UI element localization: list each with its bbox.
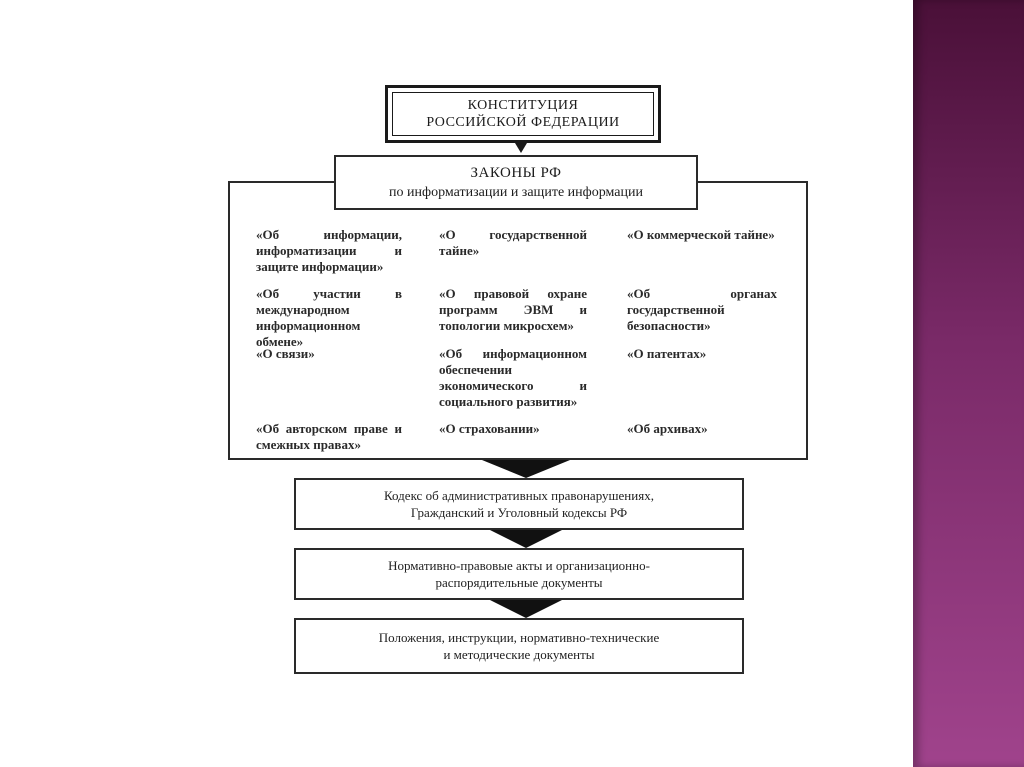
constitution-inner-frame [392,92,654,136]
decorative-side-band [913,0,1024,767]
codes-line-1: Кодекс об административных правонарушениях, [384,488,654,503]
acts-line-1: Нормативно-правовые акты и организационно- [388,558,650,573]
regulations-line-1: Положения, инструкции, нормативно-технические [378,630,660,645]
law-item: «О патентах» [627,346,707,361]
codes-box [294,478,744,530]
law-item: «Об органах государственной безопасности» [627,286,777,333]
acts-box [294,548,744,600]
law-item: «О государственной тайне» [439,227,587,258]
law-item: «О страховании» [439,421,540,436]
law-item: «Об участии в международном информационном обмене» [256,286,402,349]
regulations-line-2: и методические документы [443,647,595,662]
law-item: «О коммерческой тайне» [627,227,775,242]
laws-header-subtitle: по информатизации и защите информации [389,184,643,200]
constitution-box [385,85,661,143]
law-item: «О правовой охране программ ЭВМ и топологии микросхем» [439,286,587,333]
law-item: «Об авторском праве и смежных правах» [256,421,402,452]
acts-line-2: распорядительные документы [435,575,603,590]
codes-line-2: Гражданский и Уголовный кодексы РФ [410,505,628,520]
constitution-line-1: КОНСТИТУЦИЯ [467,98,579,113]
law-item: «Об архивах» [627,421,708,436]
arrow-laws-to-codes [482,460,570,478]
law-item: «Об информационном обеспечении экономического и социального развития» [439,346,587,409]
law-item: «О связи» [256,346,315,361]
regulations-box [294,618,744,674]
laws-header-box [334,155,698,210]
constitution-line-2: РОССИЙСКОЙ ФЕДЕРАЦИИ [426,115,620,130]
arrow-constitution-to-laws [515,143,527,153]
laws-header-title: ЗАКОНЫ РФ [470,164,562,181]
law-item: «Об информации, информатизации и защите информации» [256,227,402,274]
arrow-acts-to-regulations [490,600,562,618]
arrow-codes-to-acts [490,530,562,548]
